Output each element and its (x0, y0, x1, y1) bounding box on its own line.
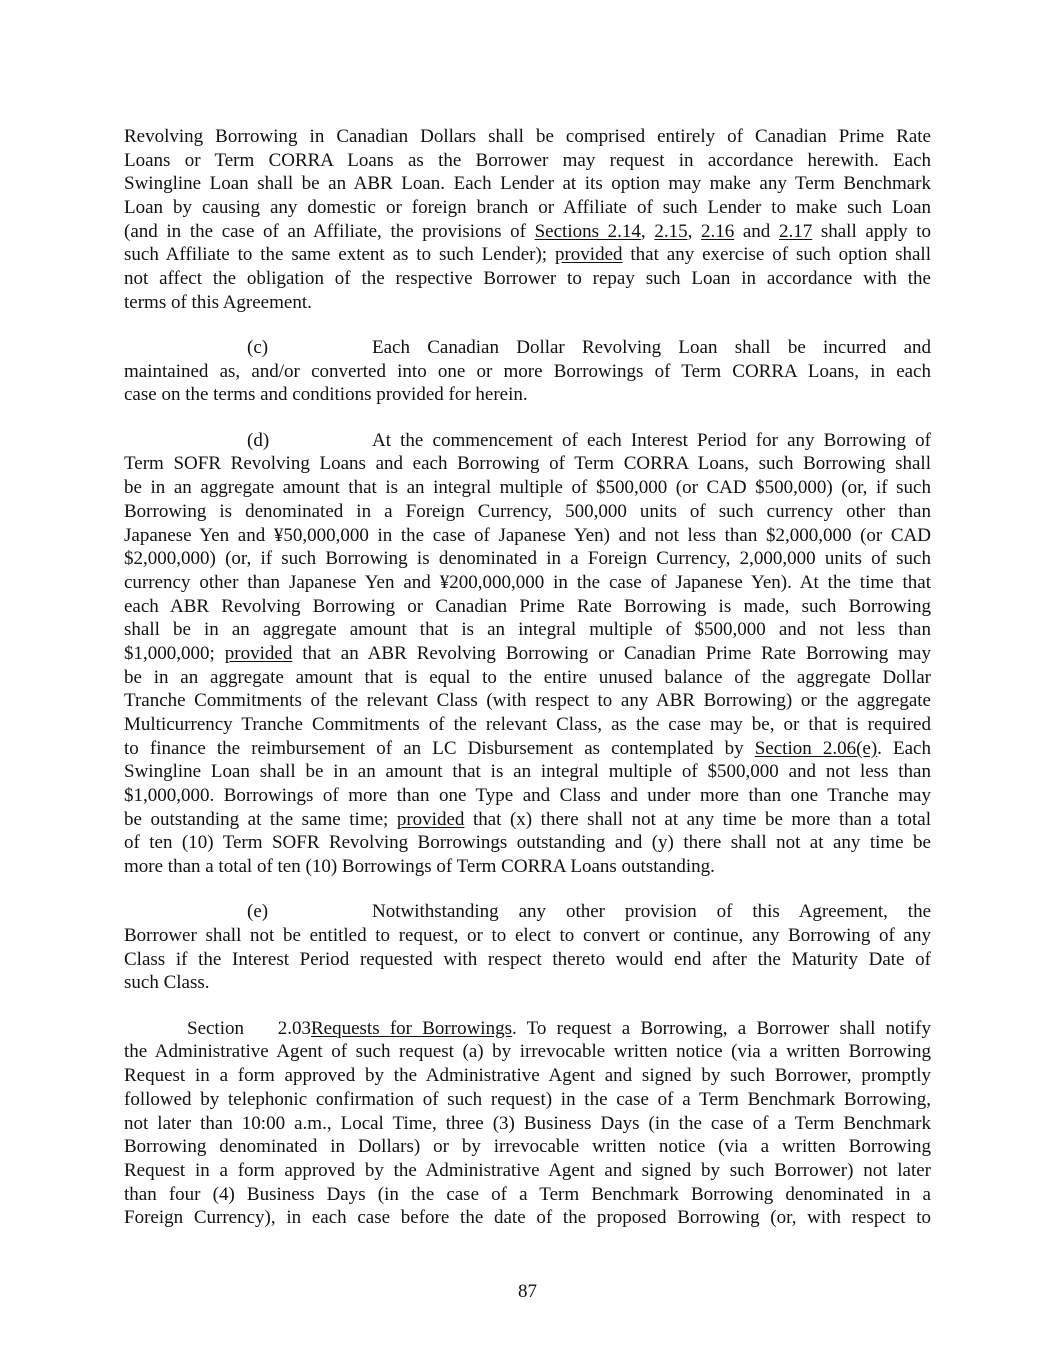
text-segment: . To request a Borrowing, a Borrower shall notify (511, 1017, 931, 1039)
text-segment: be in an aggregate amount that is an integral multiple of $500,000 (or CAD $500,000) (or, if such (124, 477, 931, 499)
underlined-reference: Requests for Borrowings (311, 1017, 512, 1039)
text-segment: Borrower shall not be entitled to request, or to elect to convert or continue, any Borrowing of any (124, 925, 931, 947)
text-line (124, 149, 931, 173)
text-line (124, 267, 931, 291)
underlined-reference: provided (224, 642, 293, 664)
underlined-reference: 2.15 (654, 220, 688, 242)
text-line (124, 1017, 931, 1041)
text-line (124, 547, 931, 571)
text-line (124, 524, 931, 548)
text-segment: that (x) there shall not at any time be more than a total (464, 808, 931, 830)
text-line (124, 595, 931, 619)
section-number: Section 2.03 (187, 1017, 311, 1039)
underlined-reference: 2.16 (700, 220, 735, 242)
text-segment: , (640, 220, 655, 242)
text-segment: Borrowing denominated in Dollars) or by irrevocable written notice (via a written Borrowing (124, 1136, 931, 1158)
text-segment: Request in a form approved by the Administrative Agent and signed by such Borrower) not later (124, 1159, 931, 1181)
text-line (124, 666, 931, 690)
text-segment: than four (4) Business Days (in the case of a Term Benchmark Borrowing denominated in a (124, 1183, 931, 1205)
text-segment: Class if the Interest Period requested with respect thereto would end after the Maturity Date of (124, 948, 931, 970)
text-segment: not later than 10:00 a.m., Local Time, three (3) Business Days (in the case of a Term Benchmark (124, 1112, 931, 1134)
text-line (124, 831, 931, 855)
text-line (124, 948, 931, 972)
text-segment: (and in the case of an Affiliate, the provisions of (124, 220, 535, 242)
text-line (124, 452, 931, 476)
text-segment: shall be in an aggregate amount that is an integral multiple of $500,000 and not less than (124, 619, 931, 641)
text-segment: Swingline Loan shall be an ABR Loan. Each Lender at its option may make any Term Benchmark (124, 173, 931, 195)
text-segment: followed by telephonic confirmation of such request) in the case of a Term Benchmark Borrowing, (124, 1088, 931, 1110)
text-segment: that an ABR Revolving Borrowing or Canadian Prime Rate Borrowing may (292, 642, 931, 664)
text-segment: At the commencement of each Interest Period for any Borrowing of (372, 429, 931, 451)
text-line (124, 1064, 931, 1088)
text-segment: $1,000,000. Borrowings of more than one Type and Class and under more than one Tranche may (124, 785, 931, 807)
text-line (124, 291, 931, 315)
text-segment: Foreign Currency), in each case before the date of the proposed Borrowing (or, with respect to (124, 1207, 931, 1229)
text-segment: , (687, 220, 701, 242)
text-line (124, 689, 931, 713)
text-segment: maintained as, and/or converted into one or more Borrowings of Term CORRA Loans, in each (124, 360, 931, 382)
text-line (124, 924, 931, 948)
text-line (124, 220, 931, 244)
text-segment: Borrowing is denominated in a Foreign Currency, 500,000 units of such currency other than (124, 500, 931, 522)
text-segment: that any exercise of such option shall (622, 244, 931, 266)
page-number: 87 (518, 1281, 537, 1302)
text-line (124, 1040, 931, 1064)
document-body (124, 125, 931, 1252)
text-segment: terms of this Agreement. (124, 291, 312, 313)
paragraph (124, 900, 931, 995)
text-segment: the Administrative Agent of such request (a) by irrevocable written notice (via a written Borrowing (124, 1041, 931, 1063)
text-segment: case on the terms and conditions provided for herein. (124, 384, 528, 406)
text-line (124, 760, 931, 784)
text-line (124, 243, 931, 267)
text-segment: Loans or Term CORRA Loans as the Borrower may request in accordance herewith. Each (124, 149, 931, 171)
clause-label: (e) (247, 901, 269, 923)
text-line (124, 713, 931, 737)
text-segment: such Affiliate to the same extent as to such Lender); (124, 244, 555, 266)
text-line (124, 1112, 931, 1136)
text-segment: be outstanding at the same time; (124, 808, 397, 830)
text-line (124, 196, 931, 220)
text-line (124, 855, 931, 879)
text-line (124, 1088, 931, 1112)
text-segment: Swingline Loan shall be in an amount that is an integral multiple of $500,000 and not less than (124, 761, 931, 783)
text-segment: $2,000,000) (or, if such Borrowing is denominated in a Foreign Currency, 2,000,000 units of such (124, 548, 931, 570)
text-line (124, 971, 931, 995)
text-segment: each ABR Revolving Borrowing or Canadian Prime Rate Borrowing is made, such Borrowing (124, 595, 931, 617)
text-line (124, 1159, 931, 1183)
underlined-reference: provided (554, 244, 623, 266)
text-line (124, 125, 931, 149)
text-segment: not affect the obligation of the respective Borrower to repay such Loan in accordance with the (124, 268, 931, 290)
text-line (124, 900, 931, 924)
text-segment: Notwithstanding any other provision of this Agreement, the (372, 901, 931, 923)
text-line (124, 429, 931, 453)
text-line (124, 336, 931, 360)
underlined-reference: Section 2.06(e) (754, 737, 878, 759)
section-paragraph (124, 1017, 931, 1230)
text-segment: and (734, 220, 779, 242)
text-line (124, 172, 931, 196)
clause-label: (d) (247, 429, 270, 451)
text-line (124, 737, 931, 761)
text-segment: of ten (10) Term SOFR Revolving Borrowings outstanding and (y) there shall not at any time be (124, 832, 931, 854)
text-line (124, 571, 931, 595)
text-segment: to finance the reimbursement of an LC Disbursement as contemplated by (124, 737, 755, 759)
text-segment: Revolving Borrowing in Canadian Dollars shall be comprised entirely of Canadian Prime Rate (124, 126, 931, 147)
text-line (124, 360, 931, 384)
text-line (124, 642, 931, 666)
underlined-reference: 2.17 (778, 220, 813, 242)
text-line (124, 618, 931, 642)
text-segment: Each Canadian Dollar Revolving Loan shall be incurred and (372, 337, 931, 359)
text-segment: Multicurrency Tranche Commitments of the relevant Class, as the case may be, or that is required (124, 714, 931, 735)
clause-label: (c) (247, 337, 269, 359)
text-line (124, 476, 931, 500)
underlined-reference: provided (396, 808, 465, 830)
text-segment: Tranche Commitments of the relevant Class (with respect to any ABR Borrowing) or the aggregate (124, 690, 931, 712)
underlined-reference: Sections 2.14 (534, 220, 641, 242)
text-line (124, 1135, 931, 1159)
text-segment: more than a total of ten (10) Borrowings of Term CORRA Loans outstanding. (124, 856, 715, 878)
text-segment: be in an aggregate amount that is equal to the entire unused balance of the aggregate Dollar (124, 666, 931, 688)
text-segment: Request in a form approved by the Administrative Agent and signed by such Borrower, promptly (124, 1065, 931, 1087)
text-segment: shall apply to (812, 220, 931, 242)
text-line (124, 808, 931, 832)
paragraph (124, 429, 931, 879)
paragraph (124, 336, 931, 407)
text-segment: Term SOFR Revolving Loans and each Borrowing of Term CORRA Loans, such Borrowing shall (124, 453, 931, 475)
text-line (124, 1206, 931, 1230)
text-segment: $1,000,000; (124, 642, 225, 664)
text-segment: Japanese Yen and ¥50,000,000 in the case of Japanese Yen) and not less than $2,000,000 (or CAD (124, 524, 931, 546)
text-line (124, 784, 931, 808)
text-segment: . Each (877, 737, 931, 759)
text-line (124, 500, 931, 524)
text-line (124, 1183, 931, 1207)
text-segment: such Class. (124, 972, 210, 994)
paragraph (124, 125, 931, 315)
text-line (124, 383, 931, 407)
text-segment: currency other than Japanese Yen and ¥200,000,000 in the case of Japanese Yen). At the time that (124, 571, 931, 593)
text-segment: Loan by causing any domestic or foreign branch or Affiliate of such Lender to make such Loan (124, 197, 931, 219)
